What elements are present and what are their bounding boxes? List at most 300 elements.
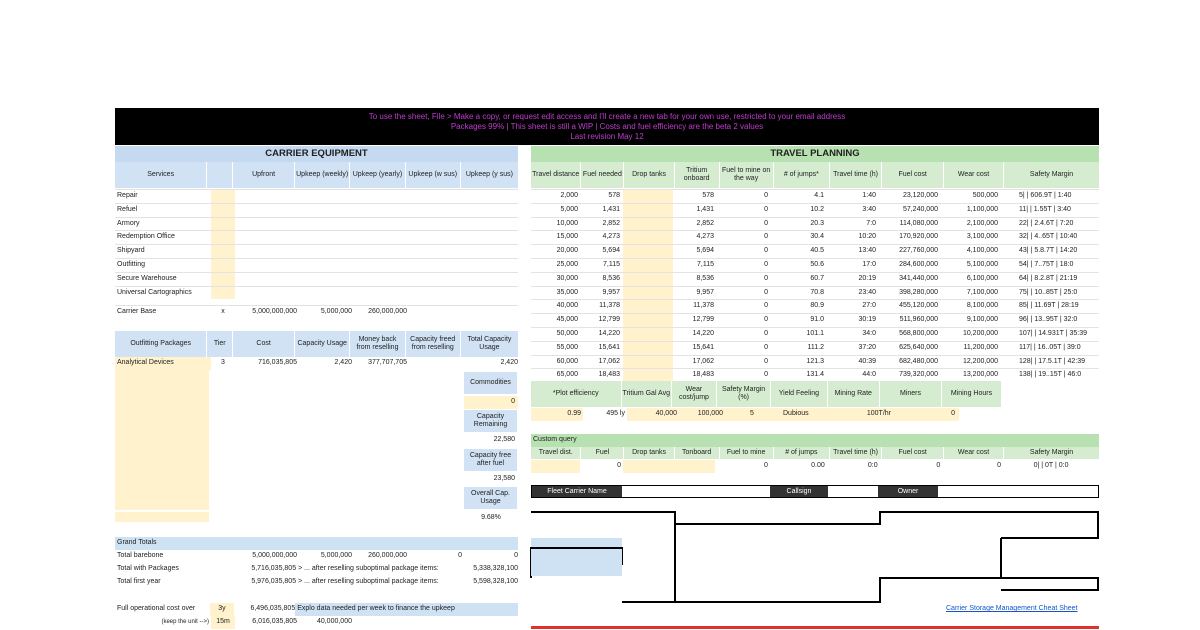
travel-row bbox=[531, 327, 1099, 341]
col-upkeep-w-sus: Upkeep (w sus) bbox=[406, 162, 461, 188]
service-row[interactable] bbox=[115, 230, 518, 244]
travel-cell: 511,960,000 bbox=[899, 316, 938, 324]
commodities-label: Commodities bbox=[464, 372, 518, 394]
miners-input[interactable]: 0 bbox=[893, 408, 959, 421]
travel-cell: 34:0 bbox=[862, 329, 876, 337]
travel-row bbox=[531, 203, 1099, 217]
travel-cell: 682,480,000 bbox=[899, 357, 938, 365]
col-capacity-usage: Capacity Usage bbox=[295, 331, 350, 357]
service-row[interactable] bbox=[115, 244, 518, 258]
travel-cell: 23,120,000 bbox=[902, 192, 938, 199]
travel-cell: 50.6 bbox=[810, 260, 824, 268]
full-operational-value: 6,496,035,805 bbox=[250, 605, 296, 612]
travel-cell: 23:40 bbox=[858, 288, 876, 296]
travel-cell: 11| | 1.55T | 3:40 bbox=[1019, 205, 1071, 213]
col-yield-feeling: Yield Feeling bbox=[771, 381, 827, 407]
capacity-remaining-value: 22,580 bbox=[493, 436, 515, 443]
travel-cell[interactable] bbox=[623, 231, 673, 244]
travel-row bbox=[531, 189, 1099, 203]
travel-cell: 30,000 bbox=[556, 274, 578, 282]
service-toggle[interactable] bbox=[211, 218, 235, 231]
travel-cell: 7,100,000 bbox=[966, 288, 998, 296]
travel-cell: 13,200,000 bbox=[962, 371, 998, 379]
diagram-highlight bbox=[531, 538, 622, 576]
mining-rate-input[interactable]: 100T/hr bbox=[839, 408, 893, 421]
keep-period-input[interactable]: 15m bbox=[211, 616, 235, 629]
carrier-equipment-title: CARRIER EQUIPMENT bbox=[115, 146, 518, 162]
travel-cell: 14,220 bbox=[692, 329, 714, 337]
col-tritium-onboard: Tritium onboard bbox=[675, 162, 720, 188]
col-tier: Tier bbox=[207, 331, 233, 357]
travel-cell[interactable] bbox=[623, 287, 673, 300]
travel-cell: 500,000 bbox=[972, 192, 998, 199]
travel-cell: 12,799 bbox=[692, 316, 714, 324]
cq-fuel-cost: 0 bbox=[936, 462, 941, 469]
cq-col: # of jumps bbox=[774, 447, 830, 459]
service-toggle[interactable] bbox=[211, 204, 235, 217]
travel-cell: 4,100,000 bbox=[966, 247, 998, 255]
carrier-base-weekly: 5,000,000 bbox=[320, 308, 352, 315]
safety-margin-input[interactable]: 5 bbox=[725, 408, 779, 421]
travel-cell: 13:40 bbox=[858, 247, 876, 255]
callsign-label: Callsign bbox=[770, 486, 828, 497]
grand-e: 5,598,328,100 bbox=[473, 578, 518, 585]
col-drop-tanks: Drop tanks bbox=[624, 162, 674, 188]
travel-planning-title: TRAVEL PLANNING bbox=[531, 146, 1099, 162]
travel-cell: 114,080,000 bbox=[899, 219, 938, 227]
diagram-line bbox=[531, 512, 1098, 538]
travel-cell: 40:39 bbox=[858, 357, 876, 365]
keep-unit-value: 6,016,035,805 bbox=[252, 618, 297, 625]
travel-cell: 30:19 bbox=[858, 316, 876, 324]
travel-cell: 1,431 bbox=[602, 205, 620, 213]
travel-cell: 50,000 bbox=[556, 329, 578, 337]
travel-cell: 91.0 bbox=[810, 316, 824, 324]
travel-cell: 2,852 bbox=[602, 219, 620, 227]
cheat-sheet-link[interactable]: Carrier Storage Management Cheat Sheet bbox=[946, 605, 1078, 612]
col-jumps: # of jumps* bbox=[774, 162, 830, 188]
package-empty-slots[interactable] bbox=[115, 370, 209, 510]
carrier-base-yearly: 260,000,000 bbox=[368, 308, 407, 315]
col-travel-distance: Travel distance bbox=[531, 162, 581, 188]
red-divider bbox=[531, 626, 1099, 629]
cq-col: Travel dist. bbox=[531, 447, 581, 459]
travel-cell: 96| | 13..95T | 32:0 bbox=[1019, 316, 1078, 324]
package-tier: 3 bbox=[221, 359, 225, 366]
travel-cell: 70.8 bbox=[810, 288, 824, 296]
col-cost: Cost bbox=[233, 331, 295, 357]
grand-e: 0 bbox=[514, 552, 518, 559]
service-label: Armory bbox=[117, 219, 140, 227]
travel-cell: 3:40 bbox=[862, 205, 876, 213]
travel-cell: 65,000 bbox=[556, 371, 578, 379]
storage-diagram bbox=[525, 498, 1105, 608]
travel-row bbox=[531, 217, 1099, 231]
travel-cell: 0 bbox=[764, 205, 768, 213]
travel-cell: 40,000 bbox=[556, 302, 578, 310]
service-toggle[interactable] bbox=[211, 190, 235, 203]
travel-cell: 18,483 bbox=[598, 371, 620, 379]
travel-cell: 0 bbox=[764, 302, 768, 310]
col-plot-efficiency: *Plot efficiency bbox=[531, 381, 622, 407]
travel-cell: 9,957 bbox=[696, 288, 714, 296]
package-row[interactable] bbox=[115, 357, 518, 370]
travel-cell[interactable] bbox=[623, 204, 673, 217]
package-capacity: 2,420 bbox=[334, 359, 352, 366]
service-toggle[interactable] bbox=[211, 287, 235, 300]
travel-cell: 121.3 bbox=[806, 357, 824, 365]
travel-cell: 10,000 bbox=[556, 219, 578, 227]
service-row[interactable] bbox=[115, 272, 518, 286]
travel-cell: 1,431 bbox=[696, 205, 714, 213]
travel-cell: 12,799 bbox=[598, 316, 620, 324]
col-tritium-gal-avg: Tritium Gal Avg bbox=[622, 381, 673, 407]
travel-cell: 8,100,000 bbox=[966, 302, 998, 310]
travel-cell: 138| | 19..15T | 46:0 bbox=[1019, 371, 1082, 379]
wear-cost-input[interactable]: 100,000 bbox=[679, 408, 725, 421]
travel-cell: 3,100,000 bbox=[966, 233, 998, 241]
plot-efficiency-input[interactable]: 0.99 bbox=[531, 408, 583, 421]
package-total: 2,420 bbox=[500, 359, 518, 366]
plot-ly: 495 ly bbox=[606, 410, 625, 417]
travel-cell: 2,100,000 bbox=[966, 219, 998, 227]
capacity-free-value: 23,580 bbox=[493, 475, 515, 482]
travel-cell: 8,536 bbox=[602, 274, 620, 282]
travel-cell[interactable] bbox=[623, 314, 673, 327]
col-mining-rate: Mining Rate bbox=[828, 381, 880, 407]
yield-feeling-select[interactable]: Dubious bbox=[779, 408, 839, 421]
services-list bbox=[115, 189, 518, 299]
col-miners: Miners bbox=[880, 381, 942, 407]
package-name[interactable]: Analytical Devices bbox=[115, 357, 211, 370]
col-upfront: Upfront bbox=[233, 162, 295, 188]
service-label: Shipyard bbox=[117, 247, 145, 255]
grand-totals-title: Grand Totals bbox=[115, 537, 518, 550]
col-mining-hours: Mining Hours bbox=[942, 381, 1001, 407]
banner-line-1: To use the sheet, File > Make a copy, or request edit access and I'll create a new tab for your own use, restricted to your email address bbox=[368, 112, 846, 121]
travel-cell: 40.5 bbox=[810, 247, 824, 255]
carrier-base-upfront: 5,000,000,000 bbox=[252, 308, 297, 315]
service-row[interactable] bbox=[115, 189, 518, 203]
package-freed bbox=[407, 357, 462, 370]
col-capacity-freed: Capacity freed from reselling bbox=[406, 331, 461, 357]
travel-cell: 578 bbox=[702, 192, 714, 199]
grand-a: 5,000,000,000 bbox=[252, 552, 297, 559]
travel-cell: 8,536 bbox=[696, 274, 714, 282]
travel-cell: 4,273 bbox=[696, 233, 714, 241]
service-row[interactable] bbox=[115, 258, 518, 272]
grand-label: Total barebone bbox=[117, 552, 164, 559]
overall-usage-value: 9.68% bbox=[481, 514, 501, 521]
travel-cell: 35,000 bbox=[556, 288, 578, 296]
travel-cell: 1:40 bbox=[862, 192, 876, 199]
cq-fuel: 0 bbox=[617, 462, 622, 469]
travel-cell: 5,694 bbox=[602, 247, 620, 255]
grand-a: 5,976,035,805 bbox=[251, 578, 297, 585]
cq-col: Fuel cost bbox=[882, 447, 944, 459]
service-toggle[interactable] bbox=[211, 259, 235, 272]
col-fuel-to-mine: Fuel to mine on the way bbox=[720, 162, 774, 188]
callsign-input[interactable] bbox=[828, 486, 878, 497]
service-toggle[interactable] bbox=[211, 245, 235, 258]
service-toggle[interactable] bbox=[211, 231, 235, 244]
travel-cell[interactable] bbox=[623, 342, 673, 355]
travel-cell: 0 bbox=[764, 288, 768, 296]
gal-avg-input[interactable]: 40,000 bbox=[627, 408, 679, 421]
travel-cell[interactable] bbox=[623, 328, 673, 341]
travel-cell: 578 bbox=[608, 192, 620, 199]
travel-cell: 341,440,000 bbox=[899, 274, 938, 282]
cq-tonboard-input[interactable] bbox=[672, 460, 715, 473]
travel-cell: 20:19 bbox=[858, 274, 876, 282]
cq-col: Fuel bbox=[581, 447, 624, 459]
travel-cell: 43| | 5.8.7T | 14:20 bbox=[1019, 247, 1078, 255]
capacity-remaining-label: Capacity Remaining bbox=[464, 410, 518, 432]
travel-cell: 20,000 bbox=[556, 247, 578, 255]
col-safety-margin-pct: Safety Margin (%) bbox=[717, 381, 771, 407]
col-fuel-cost: Fuel cost bbox=[882, 162, 944, 188]
travel-cell: 5| | 606.9T | 1:40 bbox=[1019, 192, 1072, 199]
travel-cell[interactable] bbox=[623, 300, 673, 313]
travel-cell: 7,115 bbox=[697, 260, 714, 268]
keep-unit-row bbox=[115, 616, 518, 629]
cq-col: Fuel to mine bbox=[720, 447, 774, 459]
col-outfitting-packages: Outfitting Packages bbox=[115, 331, 207, 357]
travel-cell: 117| | 16..05T | 39:0 bbox=[1019, 343, 1081, 351]
travel-cell: 398,280,000 bbox=[899, 288, 938, 296]
explo-needed-value: 40,000,000 bbox=[316, 618, 352, 625]
travel-cell: 11,200,000 bbox=[963, 343, 998, 351]
travel-cell: 9,957 bbox=[602, 288, 620, 296]
full-period-input[interactable]: 3y bbox=[210, 603, 234, 616]
travel-cell: 5,100,000 bbox=[966, 260, 998, 268]
col-safety-margin: Safety Margin bbox=[1004, 162, 1099, 188]
travel-cell: 27:0 bbox=[862, 302, 876, 310]
travel-cell: 12,200,000 bbox=[962, 357, 998, 365]
col-money-back: Money back from reselling bbox=[350, 331, 405, 357]
travel-cell[interactable] bbox=[623, 218, 673, 231]
cq-safety-margin: 0| | 0T | 0:0 bbox=[1033, 462, 1069, 469]
travel-cell[interactable] bbox=[623, 245, 673, 258]
travel-cell: 75| | 10..85T | 25:0 bbox=[1019, 288, 1078, 296]
col-wear-cost-jump: Wear cost/jump bbox=[672, 381, 717, 407]
travel-cell: 0 bbox=[764, 371, 768, 379]
keep-unit-label: (keep the unit -->) bbox=[161, 619, 209, 625]
travel-cell: 10,200,000 bbox=[962, 329, 998, 337]
explo-note: Explo data needed per week to finance the upkeep bbox=[295, 603, 518, 616]
travel-cell: 6,100,000 bbox=[966, 274, 998, 282]
travel-row bbox=[531, 355, 1099, 369]
travel-cell: 11,378 bbox=[693, 302, 714, 310]
travel-cell[interactable] bbox=[623, 259, 673, 272]
travel-cell: 15,641 bbox=[598, 343, 620, 351]
service-row[interactable] bbox=[115, 217, 518, 231]
grand-label: Total first year bbox=[117, 578, 161, 585]
travel-cell: 0 bbox=[764, 192, 768, 199]
banner-line-2: Packages 99% | This sheet is still a WIP | Costs and fuel efficiency are the beta 2 values bbox=[450, 122, 764, 131]
travel-cell: 0 bbox=[764, 316, 768, 324]
fleet-carrier-name-label: Fleet Carrier Name bbox=[532, 486, 622, 497]
service-label: Universal Cartographics bbox=[117, 288, 192, 296]
travel-cell: 25,000 bbox=[556, 260, 578, 268]
service-label: Redemption Office bbox=[117, 233, 175, 241]
travel-cell: 20.3 bbox=[810, 219, 824, 227]
travel-cell: 10:20 bbox=[858, 233, 876, 241]
cq-col: Safety Margin bbox=[1004, 447, 1099, 459]
grand-a: 5,716,035,805 bbox=[251, 565, 297, 572]
travel-cell: 625,640,000 bbox=[899, 343, 938, 351]
service-label: Repair bbox=[117, 192, 138, 199]
custom-query-values bbox=[531, 460, 1099, 473]
travel-cell: 170,920,000 bbox=[899, 233, 938, 241]
col-upkeep-yearly: Upkeep (yearly) bbox=[350, 162, 405, 188]
travel-row bbox=[531, 258, 1099, 272]
owner-input[interactable] bbox=[938, 486, 1098, 497]
carrier-base-mark: x bbox=[221, 308, 225, 315]
package-cost: 716,035,805 bbox=[258, 359, 297, 366]
diagram-line bbox=[1001, 578, 1098, 590]
service-row[interactable] bbox=[115, 286, 518, 300]
travel-cell: 54| | 7..75T | 18:0 bbox=[1019, 260, 1074, 268]
travel-row bbox=[531, 272, 1099, 286]
service-label: Secure Warehouse bbox=[117, 274, 177, 282]
package-empty-slot-extra[interactable] bbox=[115, 512, 209, 522]
fleet-row bbox=[531, 485, 1099, 498]
travel-cell: 60,000 bbox=[556, 357, 578, 365]
travel-cell: 44:0 bbox=[862, 371, 876, 379]
travel-cell: 0 bbox=[764, 233, 768, 241]
col-upkeep-y-sus: Upkeep (y sus) bbox=[461, 162, 518, 188]
full-operational-row bbox=[115, 603, 518, 616]
col-total-capacity: Total Capacity Usage bbox=[461, 331, 518, 357]
travel-cell: 57,240,000 bbox=[902, 205, 938, 213]
carrier-header-row bbox=[115, 162, 518, 188]
travel-cell: 0 bbox=[764, 343, 768, 351]
travel-cell: 107| | 14.931T | 35:39 bbox=[1019, 329, 1087, 337]
travel-cell: 4,273 bbox=[602, 233, 620, 241]
travel-cell: 15,000 bbox=[556, 233, 578, 241]
travel-cell: 2,852 bbox=[696, 219, 714, 227]
cq-travel-time: 0:0 bbox=[867, 462, 878, 469]
grand-c: 260,000,000 bbox=[368, 552, 407, 559]
travel-cell: 284,600,000 bbox=[899, 260, 938, 268]
capacity-free-label: Capacity free after fuel bbox=[464, 449, 518, 471]
travel-cell: 2,000 bbox=[560, 192, 578, 199]
travel-cell: 7:0 bbox=[866, 219, 876, 227]
travel-header-row bbox=[531, 162, 1099, 188]
commodities-value[interactable]: 0 bbox=[464, 396, 518, 409]
custom-query-header bbox=[531, 447, 1099, 459]
travel-cell: 0 bbox=[764, 247, 768, 255]
cq-drop-tanks-input[interactable] bbox=[623, 460, 672, 473]
travel-cell: 111.2 bbox=[807, 343, 824, 351]
cq-col: Travel time (h) bbox=[830, 447, 882, 459]
col-services: Services bbox=[115, 162, 207, 188]
travel-table-body bbox=[531, 189, 1099, 382]
travel-cell: 10.2 bbox=[810, 205, 824, 213]
travel-cell: 455,120,000 bbox=[899, 302, 938, 310]
travel-cell: 131.4 bbox=[806, 371, 824, 379]
travel-row bbox=[531, 230, 1099, 244]
travel-cell: 32| | 4..65T | 10:40 bbox=[1019, 233, 1078, 241]
travel-cell: 85| | 11.69T | 28:19 bbox=[1019, 302, 1079, 310]
cq-col: Wear cost bbox=[944, 447, 1004, 459]
carrier-base-label: Carrier Base bbox=[117, 308, 157, 315]
cq-travel-dist-input[interactable] bbox=[531, 460, 580, 473]
travel-row bbox=[531, 244, 1099, 258]
travel-cell: 64| | 8.2.8T | 21:19 bbox=[1019, 274, 1078, 282]
travel-cell: 101.1 bbox=[806, 329, 824, 337]
travel-cell[interactable] bbox=[623, 356, 673, 369]
params-values-row bbox=[531, 408, 1001, 421]
service-toggle[interactable] bbox=[211, 273, 235, 286]
overall-usage-label: Overall Cap. Usage bbox=[464, 487, 518, 509]
travel-cell: 18,483 bbox=[692, 371, 714, 379]
grand-row bbox=[115, 563, 518, 576]
travel-row bbox=[531, 341, 1099, 355]
travel-cell: 17,062 bbox=[692, 357, 714, 365]
travel-cell: 37:20 bbox=[858, 343, 876, 351]
travel-cell: 60.7 bbox=[810, 274, 824, 282]
grand-note: > ... after reselling suboptimal package items: bbox=[298, 565, 439, 572]
travel-cell: 30.4 bbox=[810, 233, 824, 241]
travel-cell: 0 bbox=[764, 357, 768, 365]
cq-col: Drop tanks bbox=[624, 447, 674, 459]
travel-cell: 739,320,000 bbox=[899, 371, 938, 379]
service-label: Outfitting bbox=[117, 260, 146, 268]
fleet-carrier-name-input[interactable] bbox=[622, 486, 770, 497]
banner-line-3: Last revision May 12 bbox=[570, 132, 644, 141]
service-row[interactable] bbox=[115, 203, 518, 217]
travel-cell: 0 bbox=[764, 274, 768, 282]
travel-cell: 5,694 bbox=[696, 247, 714, 255]
custom-query-title: Custom query bbox=[531, 434, 1099, 447]
travel-row bbox=[531, 286, 1099, 300]
params-header-row bbox=[531, 381, 1001, 407]
travel-cell: 15,641 bbox=[692, 343, 714, 351]
col-fuel-needed: Fuel needed bbox=[581, 162, 624, 188]
grand-row bbox=[115, 576, 518, 589]
travel-cell: 11,378 bbox=[599, 302, 620, 310]
travel-cell: 568,800,000 bbox=[899, 329, 938, 337]
travel-cell: 7,115 bbox=[603, 260, 620, 268]
col-travel-time: Travel time (h) bbox=[830, 162, 882, 188]
owner-label: Owner bbox=[878, 486, 938, 497]
travel-cell[interactable] bbox=[623, 273, 673, 286]
col-spacer bbox=[207, 162, 233, 188]
grand-e: 5,338,328,100 bbox=[473, 565, 518, 572]
travel-cell: 80.9 bbox=[810, 302, 824, 310]
travel-row bbox=[531, 313, 1099, 327]
travel-row bbox=[531, 299, 1099, 313]
travel-cell: 14,220 bbox=[598, 329, 620, 337]
grand-label: Total with Packages bbox=[117, 565, 179, 572]
cq-wear-cost: 0 bbox=[997, 462, 1002, 469]
travel-cell: 5,000 bbox=[560, 205, 578, 213]
travel-cell[interactable] bbox=[623, 190, 673, 203]
travel-cell: 4.1 bbox=[814, 192, 824, 199]
grand-d: 0 bbox=[458, 552, 462, 559]
travel-cell: 17:0 bbox=[862, 260, 876, 268]
cq-col: Tonboard bbox=[675, 447, 720, 459]
packages-header-row bbox=[115, 331, 518, 357]
travel-cell: 227,760,000 bbox=[899, 247, 938, 255]
travel-cell: 17,062 bbox=[598, 357, 620, 365]
travel-cell: 55,000 bbox=[556, 343, 578, 351]
grand-b: 5,000,000 bbox=[320, 552, 352, 559]
travel-cell: 0 bbox=[764, 219, 768, 227]
travel-cell: 0 bbox=[764, 329, 768, 337]
